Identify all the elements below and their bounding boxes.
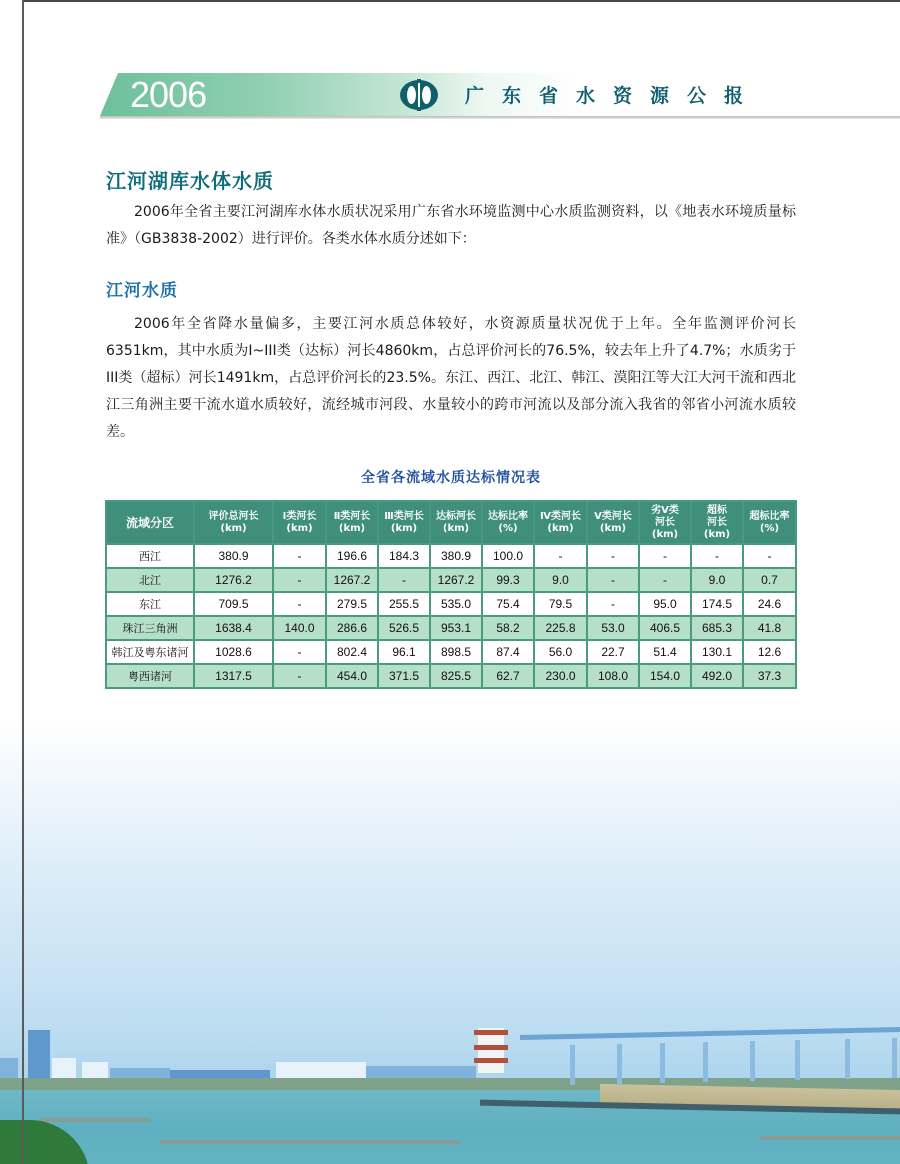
cell: 58.2 [482,616,534,640]
cell: 37.3 [743,664,796,688]
cell: 130.1 [691,640,743,664]
cell: 406.5 [639,616,691,640]
table-row [106,616,796,640]
column-header-class5-length: Ⅴ类河长 (km) [587,501,639,544]
cell: 230.0 [534,664,587,688]
column-header-total-length: 评价总河长 (km) [194,501,273,544]
bridge [520,1027,900,1040]
cell-basin: 粤西诸河 [106,664,194,688]
column-header-exceeding-length: 超标 河长 (km) [691,501,743,544]
cell: 56.0 [534,640,587,664]
cell-basin: 西江 [106,544,194,568]
table-header-row [106,501,796,544]
cell: - [587,544,639,568]
cell: 1276.2 [194,568,273,592]
cell: 1028.6 [194,640,273,664]
subsection-body: 2006年全省降水量偏多，主要江河水质总体较好，水资源质量状况优于上年。全年监测评价河长6351km，其中水质为I~III类（达标）河长4860km，占总评价河长的76.5%，较去年上升了4.7%；水质劣于III类（超标）河长1491km，占总评价河长的23.5%。东江、西江、北江、韩江、漠阳江等大江大河干流和西北江三角洲主要干流水道水质较好，流经城市河段、水量较小的跨市河流以及部分流入我省的邻省小河流水质较差。 [106,316,796,440]
cell: 1267.2 [430,568,482,592]
cell: 286.6 [326,616,378,640]
cell: - [378,568,430,592]
cell: 22.7 [587,640,639,664]
cell: 492.0 [691,664,743,688]
cell: 802.4 [326,640,378,664]
cell: 196.6 [326,544,378,568]
cell: 825.5 [430,664,482,688]
section-title: 江河湖库水体水质 [106,169,274,193]
table-title: 全省各流域水质达标情况表 [361,470,541,486]
cell: 184.3 [378,544,430,568]
section-intro: 2006年全省主要江河湖库水体水质状况采用广东省水环境监测中心水质监测资料，以《地表水环境质量标准》（GB3838-2002）进行评价。各类水体水质分述如下： [106,204,796,247]
page-left-rule [22,0,24,1164]
cell: 24.6 [743,592,796,616]
subsection-title: 江河水质 [106,281,178,301]
cell: - [534,544,587,568]
cell: 99.3 [482,568,534,592]
cell: 535.0 [430,592,482,616]
sky-gradient-background [0,720,900,1020]
cell: - [273,544,326,568]
column-header-compliance-rate: 达标比率 (%) [482,501,534,544]
cell: 95.0 [639,592,691,616]
cell: 454.0 [326,664,378,688]
column-header-compliant-length: 达标河长 (km) [430,501,482,544]
cell: 87.4 [482,640,534,664]
cell: 9.0 [534,568,587,592]
cell: - [587,592,639,616]
cell: 225.8 [534,616,587,640]
cell: 526.5 [378,616,430,640]
report-year: 2006 [130,74,207,115]
cell: 75.4 [482,592,534,616]
cell: 0.7 [743,568,796,592]
cell: - [743,544,796,568]
cell: 41.8 [743,616,796,640]
cell: 62.7 [482,664,534,688]
column-header-class1-length: Ⅰ类河长 (km) [273,501,326,544]
water-quality-table [105,500,797,689]
cell: - [639,544,691,568]
cell: - [273,568,326,592]
cell: 1267.2 [326,568,378,592]
cell: - [691,544,743,568]
cell-basin: 北江 [106,568,194,592]
bulletin-title: 广东省水资源公报 [465,85,762,107]
cell: 53.0 [587,616,639,640]
water-resources-emblem-icon [399,79,439,111]
table-row [106,544,796,568]
cell: 9.0 [691,568,743,592]
cell: 380.9 [430,544,482,568]
cell: 380.9 [194,544,273,568]
cell: - [587,568,639,592]
cell: - [273,640,326,664]
cell-basin: 东江 [106,592,194,616]
cell: 898.5 [430,640,482,664]
header-divider [100,116,900,119]
cell: 51.4 [639,640,691,664]
river-landscape-photo [0,990,900,1164]
column-header-worse-than-class5-length: 劣Ⅴ类 河长 (km) [639,501,691,544]
column-header-class2-length: Ⅱ类河长 (km) [326,501,378,544]
cell: 279.5 [326,592,378,616]
column-header-class3-length: Ⅲ类河长 (km) [378,501,430,544]
cell-basin: 韩江及粤东诸河 [106,640,194,664]
cell: 174.5 [691,592,743,616]
cell-basin: 珠江三角洲 [106,616,194,640]
table-row [106,592,796,616]
cell: - [273,664,326,688]
cell: 108.0 [587,664,639,688]
cell: 709.5 [194,592,273,616]
table-row [106,640,796,664]
cell: 255.5 [378,592,430,616]
cell: 154.0 [639,664,691,688]
cell: 12.6 [743,640,796,664]
table-row [106,664,796,688]
cell: 371.5 [378,664,430,688]
page-top-rule [22,0,900,2]
column-header-exceeding-rate: 超标比率 (%) [743,501,796,544]
cell: 100.0 [482,544,534,568]
table-row [106,568,796,592]
cell: - [273,592,326,616]
cell: 685.3 [691,616,743,640]
cell: 1638.4 [194,616,273,640]
column-header-class4-length: Ⅳ类河长 (km) [534,501,587,544]
cell: 96.1 [378,640,430,664]
cell: 1317.5 [194,664,273,688]
cell: - [639,568,691,592]
cell: 79.5 [534,592,587,616]
cell: 140.0 [273,616,326,640]
cell: 953.1 [430,616,482,640]
column-header-basin: 流域分区 [106,501,194,544]
